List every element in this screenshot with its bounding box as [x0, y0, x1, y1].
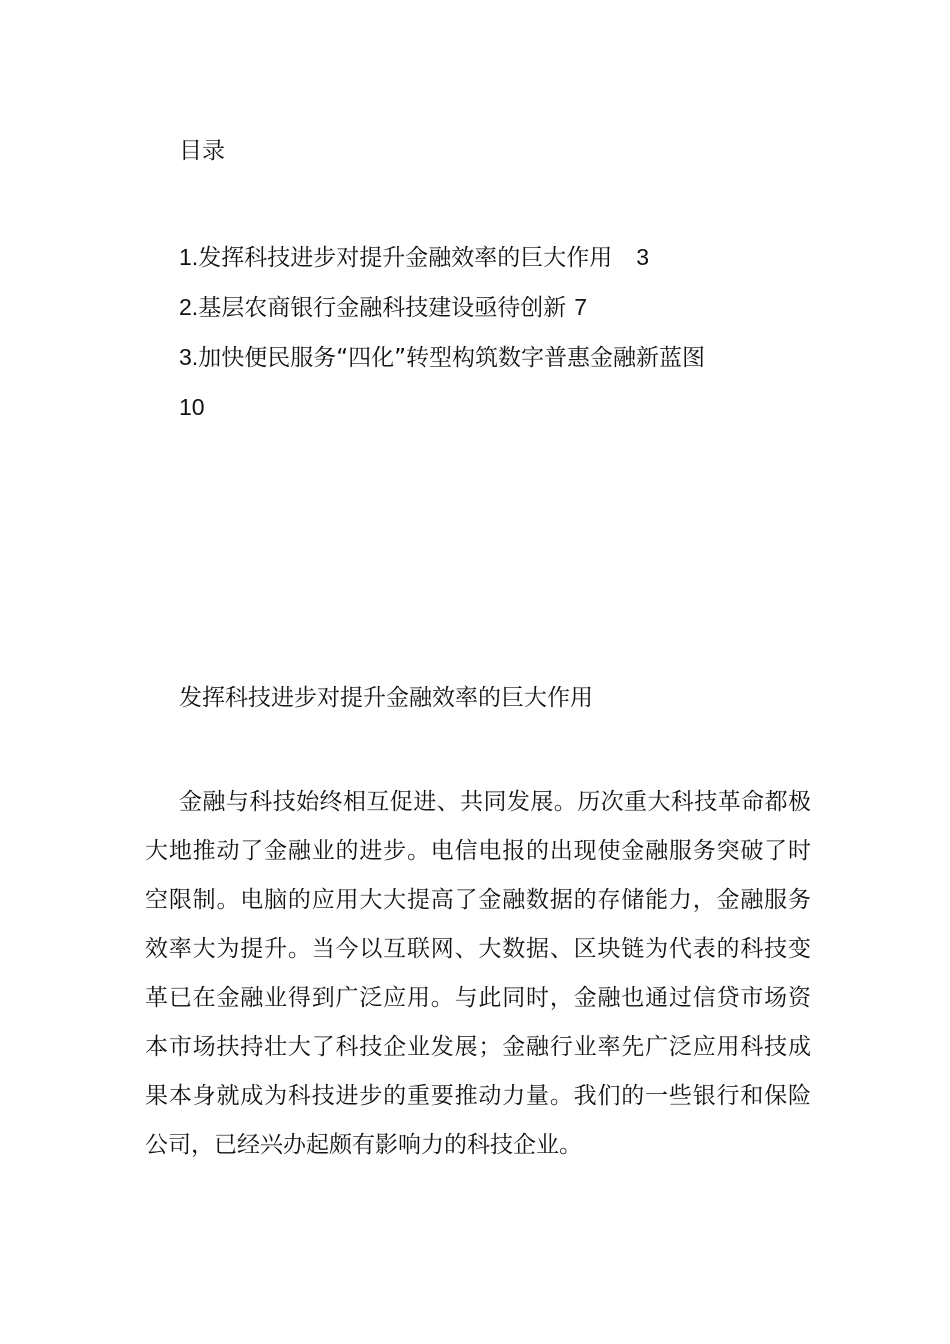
toc-item-title: 发挥科技进步对提升金融效率的巨大作用: [198, 245, 613, 271]
toc-item-2[interactable]: [179, 283, 819, 333]
toc-list: [179, 233, 819, 432]
toc-item-number: 2.: [179, 294, 199, 320]
toc-item-page: 7: [574, 294, 587, 320]
toc-item-title: 基层农商银行金融科技建设亟待创新: [198, 295, 567, 321]
toc-item-number: 3.: [179, 344, 199, 370]
toc-item-number: 1.: [179, 244, 199, 270]
article-paragraph: 金融与科技始终相互促进、共同发展。历次重大科技革命都极大地推动了金融业的进步。电信电报的出现使金融服务突破了时空限制。电脑的应用大大提高了金融数据的存储能力，金融服务效率大为提升。当今以互联网、大数据、区块链为代表的科技变革已在金融业得到广泛应用。与此同时，金融也通过信贷市场资本市场扶持壮大了科技企业发展；金融行业率先广泛应用科技成果本身就成为科技进步的重要推动力量。我们的一些银行和保险公司，已经兴办起颇有影响力的科技企业。: [145, 789, 811, 1158]
toc-item-3[interactable]: [179, 333, 819, 383]
toc-item-title: 加快便民服务“四化”转型构筑数字普惠金融新蓝图: [198, 345, 706, 371]
toc-item-page: 10: [179, 394, 205, 420]
toc-heading: 目录: [179, 138, 225, 164]
toc-item-page: 3: [636, 244, 649, 270]
toc-item-1[interactable]: [179, 233, 819, 283]
article-title: 发挥科技进步对提升金融效率的巨大作用: [179, 685, 593, 711]
toc-item-3-page-line: [179, 383, 819, 432]
